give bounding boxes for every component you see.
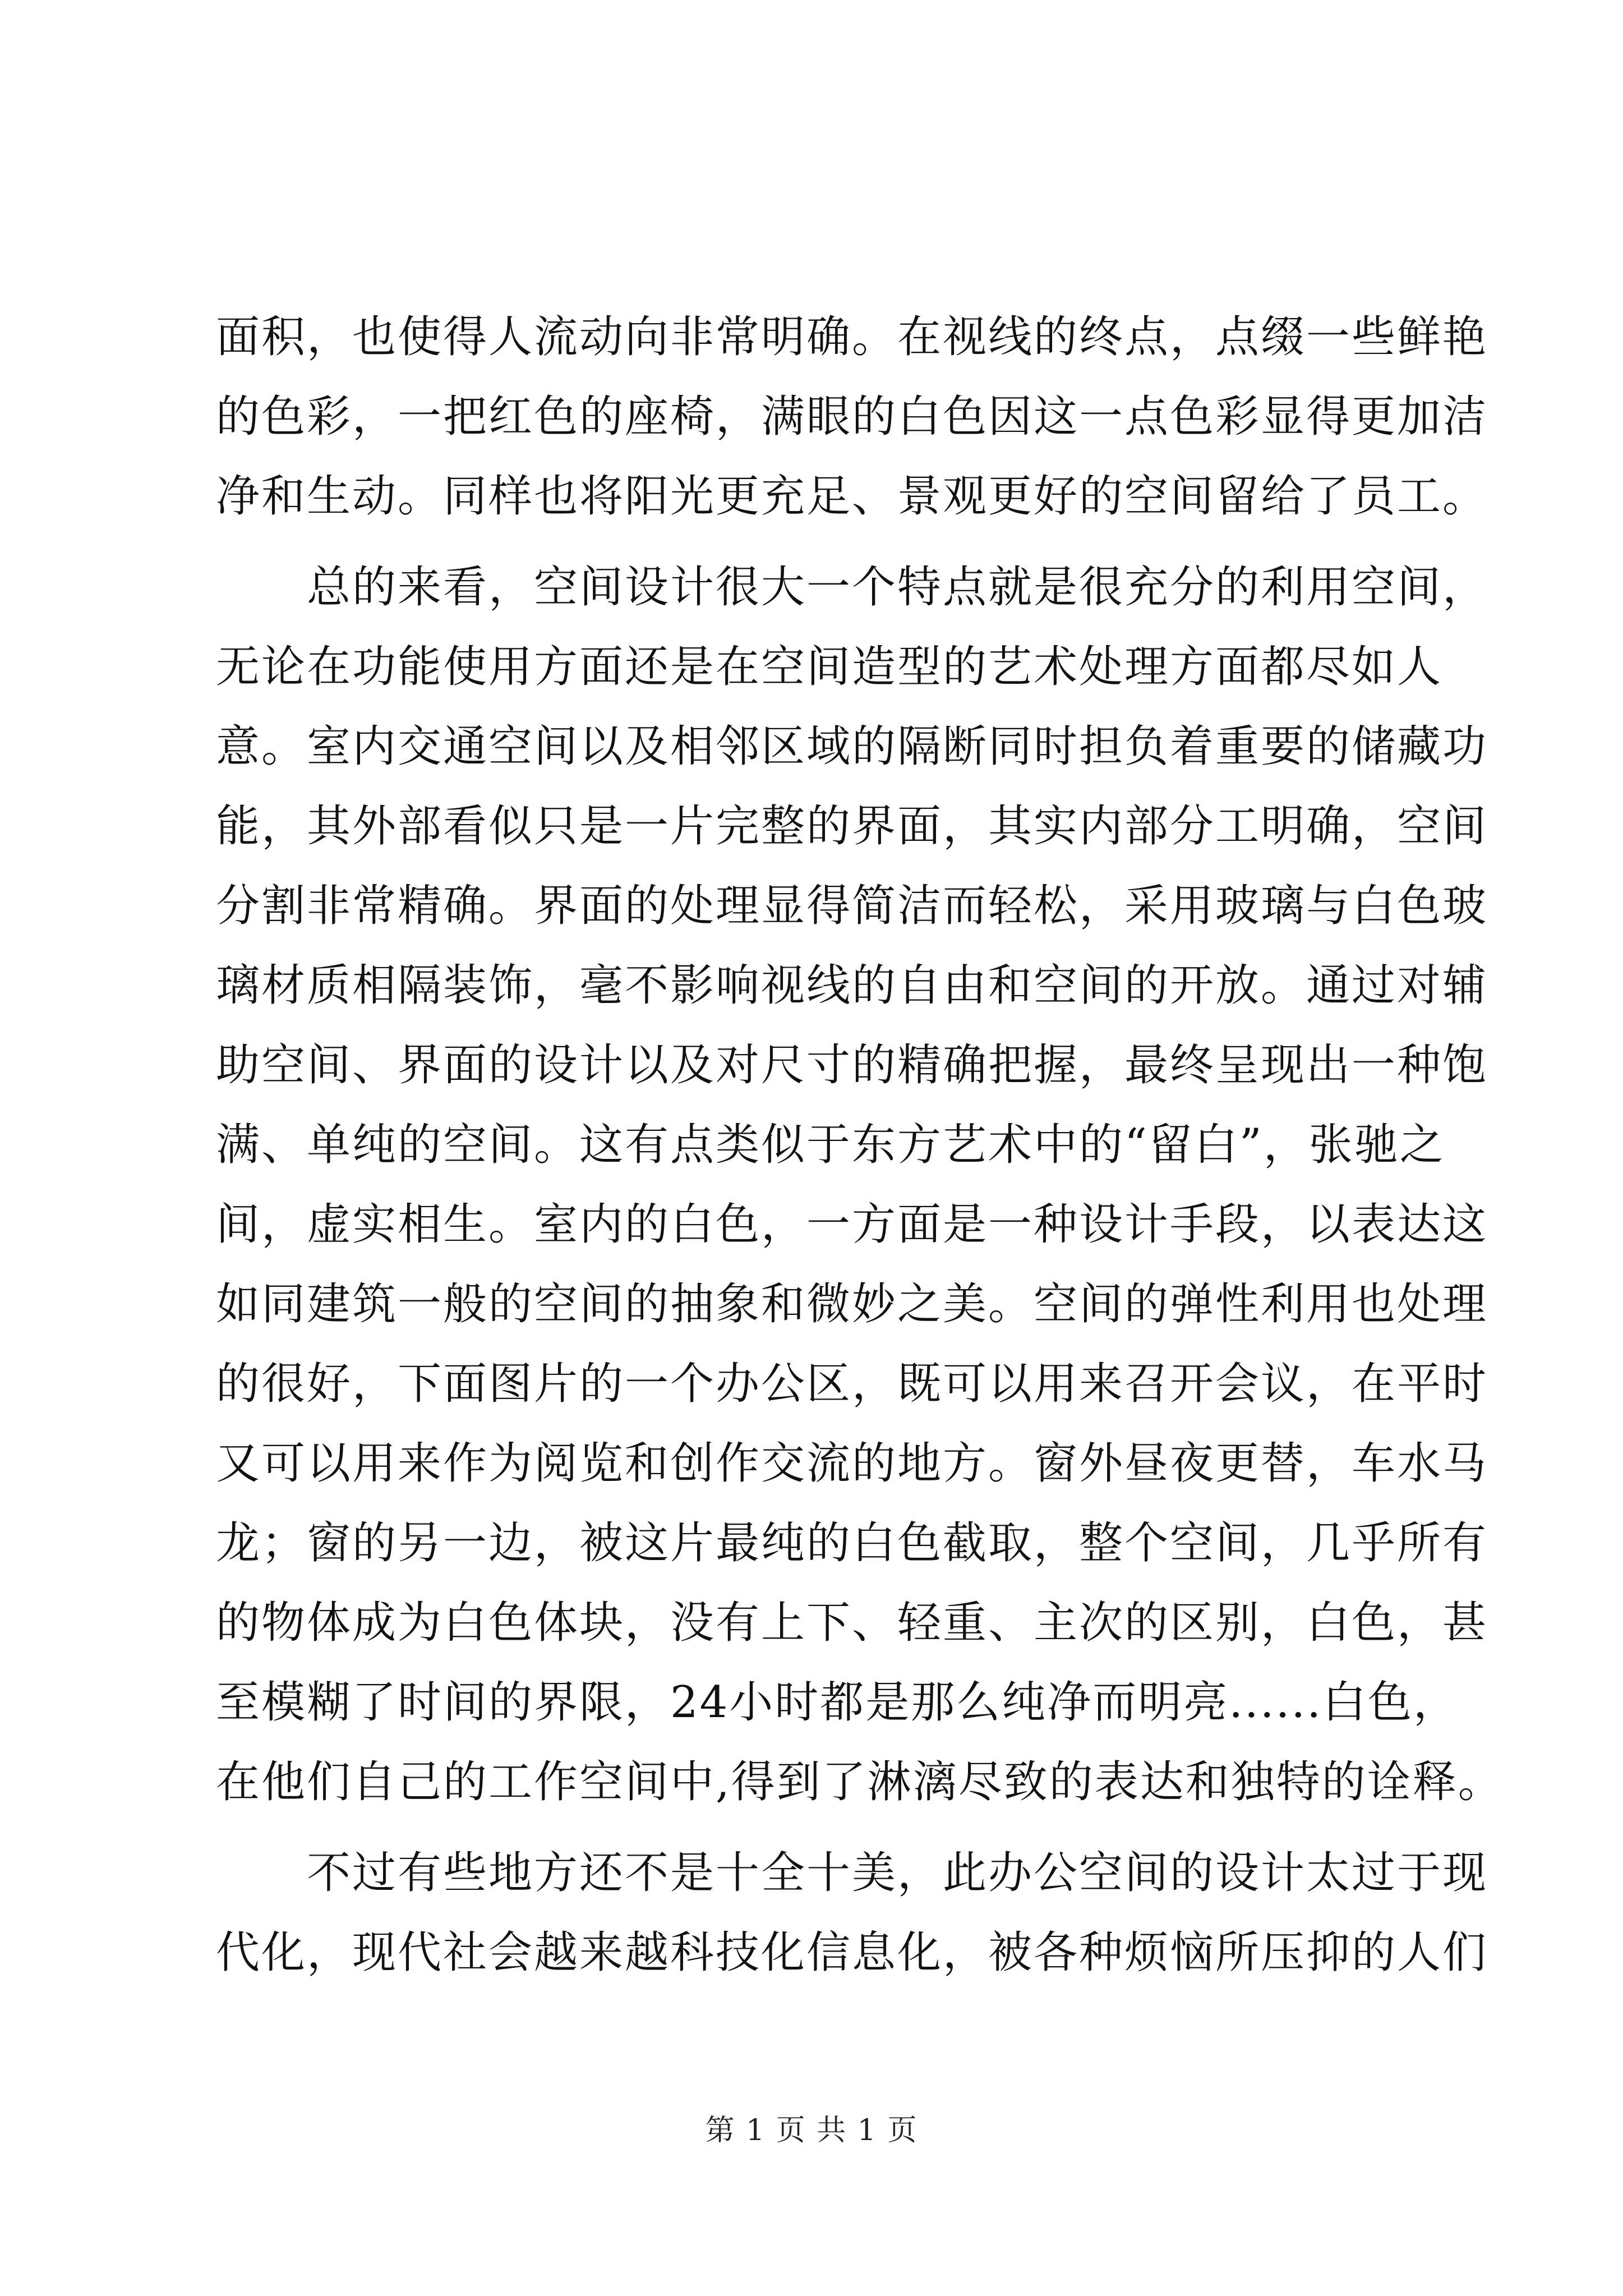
text-line: 分割非常精确。界面的处理显得简洁而轻松，采用玻璃与白色玻 [216,881,1488,931]
body-text [216,297,1504,1993]
page-number-label: 第 1 页 共 1 页 [705,2114,918,2147]
page-footer [0,2106,1623,2148]
text-line: 满、单纯的空间。这有点类似于东方艺术中的“留白”，张驰之 [216,1120,1445,1170]
text-line: 的很好，下面图片的一个办公区，既可以用来召开会议，在平时 [216,1359,1488,1409]
text-line: 的物体成为白色体块，没有上下、轻重、主次的区别，白色，甚 [216,1598,1488,1648]
text-line: 龙；窗的另一边，被这片最纯的白色截取，整个空间，几乎所有 [216,1518,1488,1568]
text-line: 在他们自己的工作空间中,得到了淋漓尽致的表达和独特的诠释。 [216,1757,1504,1807]
text-line: 代化，现代社会越来越科技化信息化，被各种烦恼所压抑的人们 [216,1927,1488,1978]
text-line: 能，其外部看似只是一片完整的界面，其实内部分工明确，空间 [216,801,1488,852]
text-line: 不过有些地方还不是十全十美，此办公空间的设计太过于现 [216,1848,1488,1898]
text-line: 意。室内交通空间以及相邻区域的隔断同时担负着重要的储藏功 [216,721,1488,772]
text-line: 间，虚实相生。室内的白色，一方面是一种设计手段，以表达这 [216,1199,1488,1250]
text-line: 助空间、界面的设计以及对尺寸的精确把握，最终呈现出一种饱 [216,1040,1488,1091]
text-line: 至模糊了时间的界限，24小时都是那么纯净而明亮......白色， [216,1677,1459,1728]
text-line: 的色彩，一把红色的座椅，满眼的白色因这一点色彩显得更加洁 [216,392,1488,442]
paragraph-gap [216,536,1422,547]
text-line: 如同建筑一般的空间的抽象和微妙之美。空间的弹性利用也处理 [216,1279,1488,1329]
text-line: 总的来看，空间设计很大一个特点就是很充分的利用空间， [216,562,1488,613]
text-line: 璃材质相隔装饰，毫不影响视线的自由和空间的开放。通过对辅 [216,960,1488,1011]
text-line: 又可以用来作为阅览和创作交流的地方。窗外昼夜更替，车水马 [216,1438,1488,1489]
text-line: 净和生动。同样也将阳光更充足、景观更好的空间留给了员工。 [216,471,1488,522]
text-line: 面积，也使得人流动向非常明确。在视线的终点，点缀一些鲜艳 [216,312,1488,362]
paragraph-gap [216,1822,1422,1833]
text-line: 无论在功能使用方面还是在空间造型的艺术处理方面都尽如人 [216,642,1443,692]
